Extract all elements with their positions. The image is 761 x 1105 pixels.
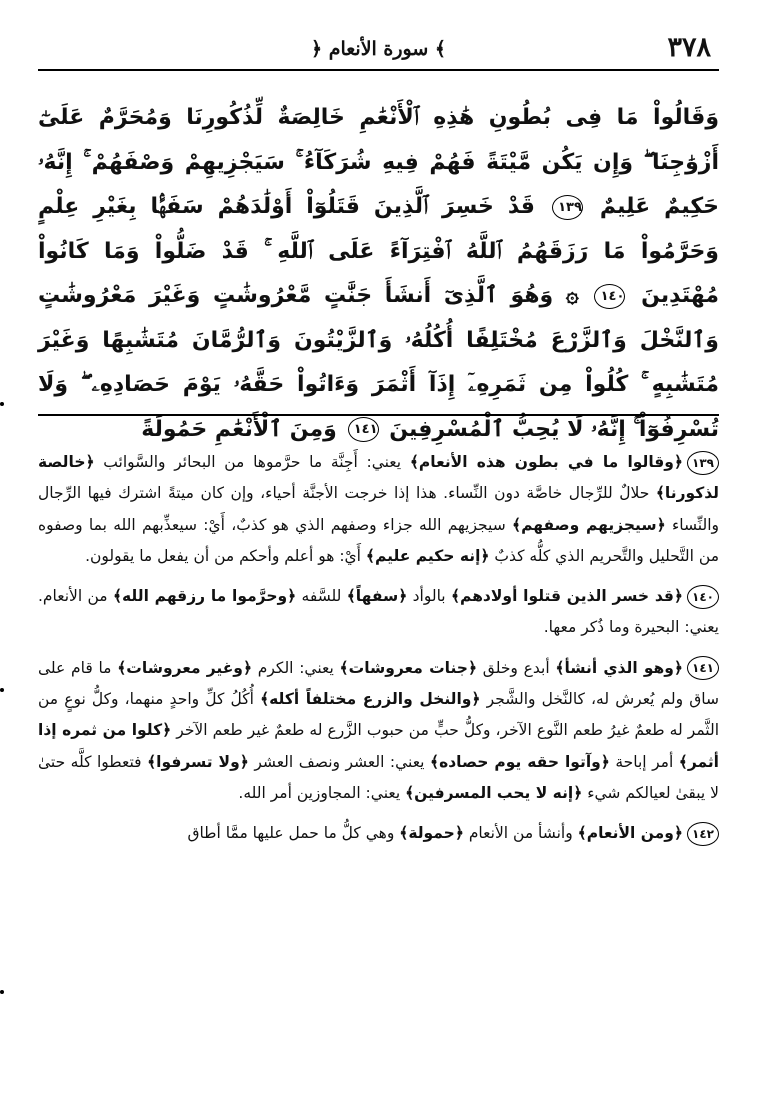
header-divider [38,69,719,71]
quoted-verse: ﴿حمولة﴾ [399,824,464,843]
commentary-text: من الأنعام. يعني: البحيرة وما ذُكر معها. [38,587,719,637]
commentary-text: وأنشأ من الأنعام [463,824,578,843]
verse-number-badge: ١٤١ [687,656,719,680]
verse-text: وَمِنَ ٱلْأَنْعَٰمِ حَمُولَةً [141,416,337,442]
commentary-text: أمر إباحة [609,752,679,771]
quoted-verse: ﴿سفهاً﴾ [346,587,408,606]
surah-title: ﴿ سورة الأنعام ﴾ [310,38,447,60]
commentary-text: ما قام على ساق ولم يُعرش له، كالنَّخل والشَّجر [38,658,720,709]
commentary-text: فتعطوا كلَّه حتىٰ لا يبقىٰ لعيالكم شيء [38,752,719,802]
ayah-number-marker: ١٤٠ [594,284,625,309]
quoted-verse: ﴿وآتوا حقه يوم حصاده﴾ [430,752,610,771]
commentary-text: يعني: أَجِنَّة ما حرَّموها من البحائر والسَّوائب [94,453,410,471]
commentary-text: سيجزيهم الله جزاء وصفهم الذي هو كذبٌ، أَيْ: سيعذِّبهم الله بما وصفوه من التَّحليل والتَّحريم الذي كلُّه كذبٌ [38,515,719,565]
commentary-text: يعني: الكرم [252,658,340,677]
quoted-verse: ﴿قد خسر الذين قتلوا أولادهم﴾ [450,587,684,606]
quoted-verse: ﴿والنخل والزرع مختلفاً أكله﴾ [260,690,481,709]
commentary-text: أُكُلُ كلِّ واحدٍ منهما، وكلُّ نوعٍ من الثَّمر له طعمٌ غيرُ طعم النَّوع الآخر، وكلُّ حبٍّ من حبوب الزَّرع له طعمٌ غير طعم الآخر [38,690,720,740]
quoted-verse: ﴿إنه حكيم عليم﴾ [365,546,490,565]
tafsir-paragraph [38,818,719,849]
scan-edge-mark [0,688,4,692]
quoted-verse: ﴿وحرَّموا ما رزقهم الله﴾ [112,587,297,606]
commentary-text: بالوأد [407,587,451,606]
commentary-text: أبدع وخلق [477,658,556,677]
verse-number-badge: ١٤٢ [687,822,719,846]
verse-number-badge: ١٣٩ [687,451,719,475]
scan-edge-mark [0,990,4,994]
ayah-number-marker: ١٤١ [348,417,379,442]
commentary-text: وهي كلُّ ما حمل عليها ممَّا أطاق [187,824,400,843]
verse-number-badge: ١٤٠ [687,585,719,609]
page-header [38,22,719,66]
verse-text: وَقَالُواْ مَا فِى بُطُونِ هَٰذِهِ ٱلْأَنْعَٰمِ خَالِصَةٌ لِّذُكُورِنَا وَمُحَرَّمٌ عَلَىٰٓ أَزْوَٰجِنَا ۖ وَإِن يَكُن مَّيْتَةً فَهُمْ فِيهِ شُرَكَآءُ ۚ سَيَجْزِيهِمْ وَصْفَهُمْ ۚ إِنَّهُۥ حَكِيمٌ عَلِيمٌ [38,105,719,219]
commentary-text: أَيْ: هو أعلم وأحكم من أن يفعل ما يقولون. [85,546,366,565]
quoted-verse: ﴿ولا تسرفوا﴾ [147,752,249,771]
tafsir-commentary [38,447,719,859]
verse-text: ۞ وَهُوَ ٱلَّذِىٓ أَنشَأَ جَنَّٰتٍ مَّعْرُوشَٰتٍ وَغَيْرَ مَعْرُوشَٰتٍ وَٱلنَّخْلَ وَٱلزَّرْعَ مُخْتَلِفًا أُكُلُهُۥ وَٱلزَّيْتُونَ وَٱلرُّمَّانَ مُتَشَٰبِهًا وَغَيْرَ مُتَشَٰبِهٍ ۚ كُلُواْ مِن ثَمَرِهِۦٓ إِذَآ أَثْمَرَ وَءَاتُواْ حَقَّهُۥ يَوْمَ حَصَادِهِۦ ۖ وَلَا تُسْرِفُوٓاْ ۚ إِنَّهُۥ لَا يُحِبُّ ٱلْمُسْرِفِينَ [38,283,719,442]
quoted-verse: ﴿كلوا من ثمره إذا أثمر﴾ [38,721,719,771]
commentary-text: يعني: العشر ونصف العشر [248,752,430,771]
quoted-verse: ﴿خالصة لذكورنا﴾ [38,453,719,503]
tafsir-paragraph [38,653,719,809]
quoted-verse: ﴿إنه لا يحب المسرفين﴾ [405,783,583,802]
page-number: ٣٧٨ [667,32,711,63]
quoted-verse: ﴿وهو الذي أنشأ﴾ [555,658,684,677]
tafsir-paragraph [38,447,719,572]
verse-text: قَدْ خَسِرَ ٱلَّذِينَ قَتَلُوٓاْ أَوْلَٰدَهُمْ سَفَهًۢا بِغَيْرِ عِلْمٍ وَحَرَّمُواْ مَا رَزَقَهُمُ ٱللَّهُ ٱفْتِرَآءً عَلَى ٱللَّهِ ۚ قَدْ ضَلُّواْ وَمَا كَانُواْ مُهْتَدِينَ [38,194,719,308]
quoted-verse: ﴿وقالوا ما في بطون هذه الأنعام﴾ [409,453,684,471]
commentary-text: حلالٌ للرِّجال خاصَّة دون النِّساء. هذا إذا خرجت الأجنَّة أحياء، وإن كان ميتةً اشترك فيها الرِّجال والنِّساء [38,484,719,534]
scan-edge-mark [0,402,4,406]
commentary-text: يعني: المجاوزين أمر الله. [238,783,406,802]
ayah-number-marker: ١٣٩ [552,195,583,220]
quoted-verse: ﴿ومن الأنعام﴾ [577,824,683,843]
quoted-verse: ﴿جنات معروشات﴾ [339,658,478,677]
section-divider [38,414,719,416]
tafsir-paragraph [38,581,719,644]
quran-text-block [38,96,719,452]
quoted-verse: ﴿سيجزيهم وصفهم﴾ [512,515,666,534]
quoted-verse: ﴿وغير معروشات﴾ [117,658,253,677]
commentary-text: للسَّفه [296,587,347,606]
